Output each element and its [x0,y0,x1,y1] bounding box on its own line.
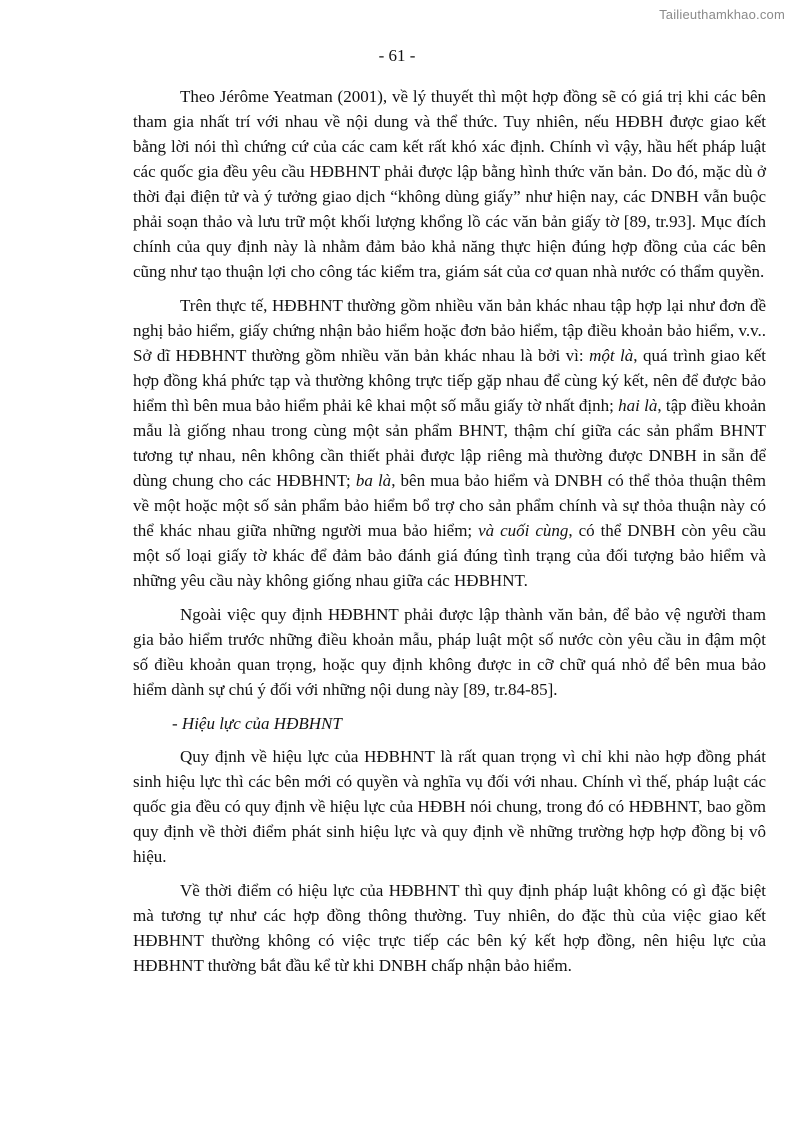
paragraph-2 [133,293,766,593]
text-run: Trên thực tế, HĐBHNT thường gồm nhiều văn bản khác nhau tập hợp lại như đơn đề nghị bảo hiểm, giấy chứng nhận bảo hiểm hoặc đơn bảo hiểm, tập điều khoản bảo hiểm, v.v.. Sở dĩ HĐBHNT thường gồm nhiều văn bản khác nhau là bởi vì: [133,296,766,365]
text-run: Ngoài việc quy định HĐBHNT phải được lập thành văn bản, để bảo vệ người tham gia bảo hiểm trước những điều khoản mẫu, pháp luật một số nước còn yêu cầu in đậm một số điều khoản quan trọng, hoặc quy định không được in cỡ chữ quá nhỏ để bên mua bảo hiểm dành sự chú ý đối với những nội dung này [89, tr.84-85]. [133,605,766,699]
text-run: , bên mua bảo hiểm và DNBH có thể thỏa thuận thêm về một hoặc một số sản phẩm bảo hiểm bổ trợ cho sản phẩm chính và sự thỏa thuận này có thể khác nhau giữa những người mua bảo hiểm; [133,471,766,540]
text-run: Về thời điểm có hiệu lực của HĐBHNT thì quy định pháp luật không có gì đặc biệt mà tương tự như các hợp đồng thông thường. Tuy nhiên, do đặc thù của việc giao kết HĐBHNT thường không có việc trực tiếp các bên ký kết hợp đồng, nên hiệu lực của HĐBHNT thường bắt đầu kể từ khi DNBH chấp nhận bảo hiểm. [133,881,766,975]
paragraph-4 [133,744,766,869]
italic-run: ba là [355,471,392,490]
text-run: , tập điều khoản mẫu là giống nhau trong cùng một sản phẩm BHNT, thậm chí giữa các sản phẩm BHNT tương tự nhau, nên không cần thiết phải được lập riêng mà thường được DNBH in sẵn để dùng chung cho các HĐBHNT; [133,396,766,490]
heading-text: - Hiệu lực của HĐBHNT [172,714,342,733]
text-run: Theo Jérôme Yeatman (2001), về lý thuyết thì một hợp đồng sẽ có giá trị khi các bên tham gia nhất trí với nhau về nội dung và thể thức. Tuy nhiên, nếu HĐBH được giao kết bằng lời nói thì chứng cứ của các cam kết rất khó xác định. Chính vì vậy, hầu hết pháp luật các quốc gia đều yêu cầu HĐBHNT phải được lập bằng hình thức văn bản. Do đó, mặc dù ở thời đại điện tử và ý tưởng giao dịch “không dùng giấy” như hiện nay, các DNBH vẫn buộc phải soạn thảo và lưu trữ một khối lượng khổng lồ các văn bản giấy tờ [89, tr.93]. Mục đích chính của quy định này là nhằm đảm bảo khả năng thực hiện đúng hợp đồng của các bên cũng như tạo thuận lợi cho công tác kiểm tra, giám sát của cơ quan nhà nước có thẩm quyền. [133,87,766,281]
section-heading [133,711,766,736]
paragraph-1 [133,84,766,284]
watermark-text: Tailieuthamkhao.com [659,7,785,22]
paragraph-3 [133,602,766,702]
italic-run: một là [589,346,634,365]
paragraph-5 [133,878,766,978]
italic-run: hai là [618,396,658,415]
text-run: , có thể DNBH còn yêu cầu một số loại giấy tờ khác để đảm bảo đánh giá đúng tình trạng của đối tượng bảo hiểm và những yêu cầu này không giống nhau giữa các HĐBHNT. [133,521,767,590]
text-run: Quy định về hiệu lực của HĐBHNT là rất quan trọng vì chỉ khi nào hợp đồng phát sinh hiệu lực thì các bên mới có quyền và nghĩa vụ đối với nhau. Chính vì thế, pháp luật các quốc gia đều có quy định về hiệu lực của HĐBH nói chung, trong đó có HĐBHNT, bao gồm quy định về thời điểm phát sinh hiệu lực và quy định về những trường hợp hợp đồng bị vô hiệu. [133,747,766,866]
text-run: , quá trình giao kết hợp đồng khá phức tạp và thường không trực tiếp gặp nhau để cùng ký kết, nên để được bảo hiểm thì bên mua bảo hiểm phải kê khai một số mẫu giấy tờ nhất định; [133,346,766,415]
page-number: - 61 - [378,46,416,65]
document-body [133,84,766,987]
italic-run: và cuối cùng [478,521,569,540]
